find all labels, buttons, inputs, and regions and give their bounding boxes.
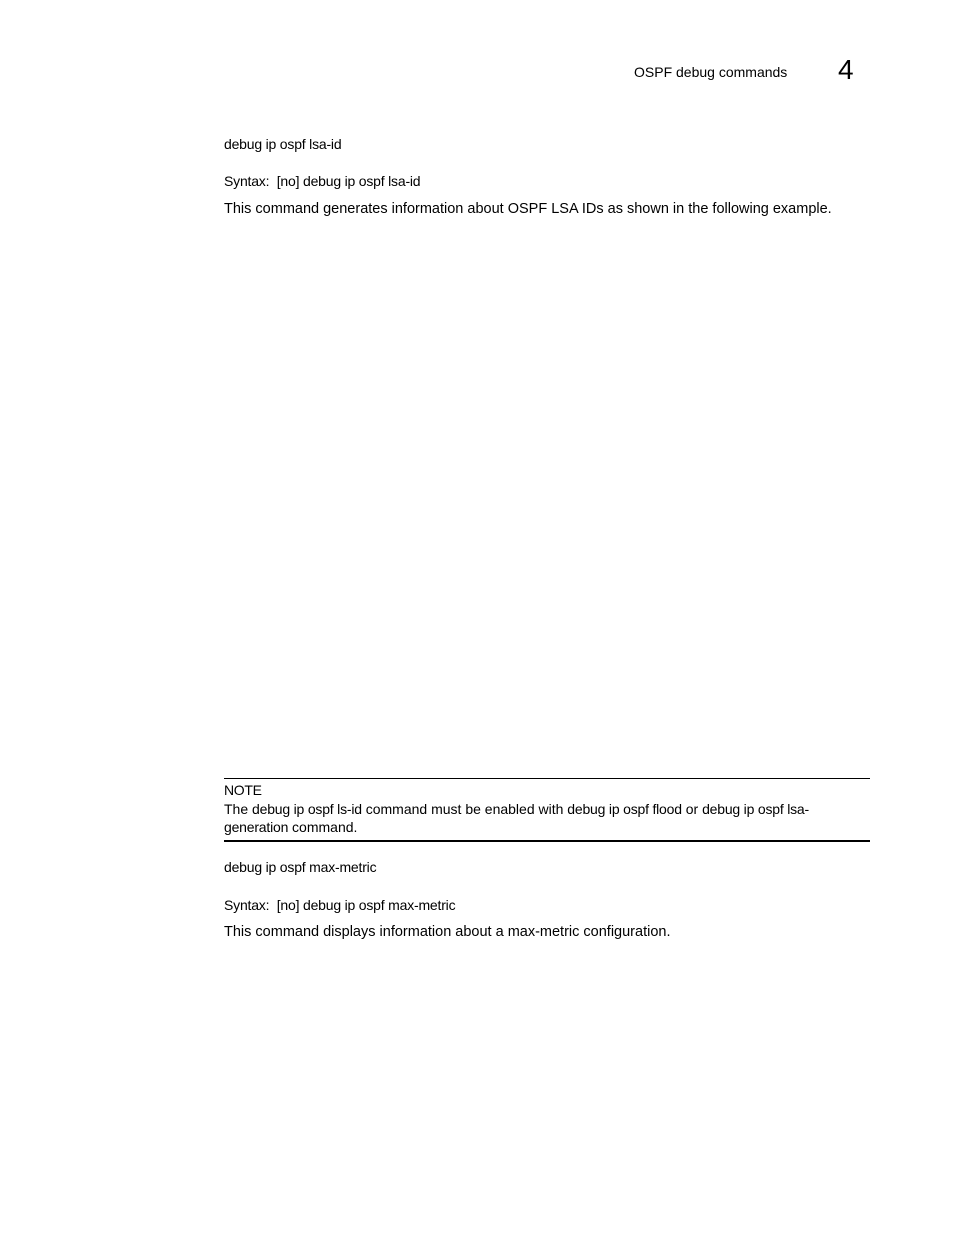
note-command: debug ip ospf flood <box>567 801 682 817</box>
command-heading-lsa-id: debug ip ospf lsa-id <box>224 136 342 152</box>
note-command: debug ip ospf lsa-generation <box>224 801 809 835</box>
syntax-no-keyword: no <box>280 173 296 189</box>
description-max-metric: This command displays information about a max-metric configuration. <box>224 924 671 940</box>
note-text-part: or <box>681 801 703 817</box>
syntax-bracket-open: [ <box>276 897 281 913</box>
note-text <box>224 800 864 836</box>
syntax-bracket-close: ] <box>295 173 300 189</box>
note-command: debug ip ospf ls-id <box>252 801 362 817</box>
note-text-part: command. <box>288 819 358 835</box>
note-bottom-rule <box>224 840 870 842</box>
note-text-part: The <box>224 801 253 817</box>
syntax-label: Syntax: <box>224 173 270 189</box>
running-header-title: OSPF debug commands <box>634 64 788 80</box>
note-top-rule <box>224 778 870 779</box>
syntax-bracket-open: [ <box>276 173 281 189</box>
chapter-number: 4 <box>838 54 854 85</box>
command-heading-max-metric: debug ip ospf max-metric <box>224 859 377 875</box>
note-label: NOTE <box>224 782 262 798</box>
syntax-command: debug ip ospf lsa-id <box>302 173 421 189</box>
syntax-no-keyword: no <box>280 897 296 913</box>
syntax-line-max-metric <box>224 897 455 913</box>
syntax-command: debug ip ospf max-metric <box>302 897 456 913</box>
syntax-bracket-close: ] <box>295 897 300 913</box>
note-text-part: command must be enabled with <box>361 801 568 817</box>
syntax-label: Syntax: <box>224 897 270 913</box>
description-lsa-id: This command generates information about OSPF LSA IDs as shown in the following example. <box>224 201 832 217</box>
syntax-line-lsa-id <box>224 173 420 189</box>
